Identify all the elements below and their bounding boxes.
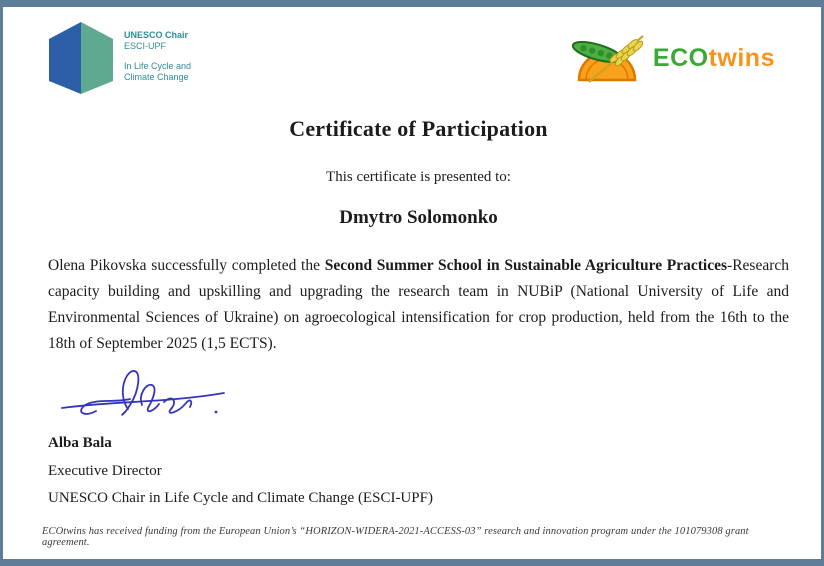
certificate-body: [48, 253, 789, 357]
ecotwins-word-eco: ECO: [652, 43, 709, 72]
ecotwins-wordmark: [652, 43, 775, 72]
ecotwins-logo: [571, 30, 775, 86]
certificate-content: [3, 22, 821, 507]
certificate-title: Certificate of Participation: [289, 116, 548, 141]
body-text-suffix: -Research capacity building and upskilling and upgrading the research team in NUBiP (National University of Life and Environmental Sciences of Ukraine) on agroecological intensification for crop production, held from the 16th to the 18th of September 2025 (1,5 ECTS).: [48, 257, 789, 352]
unesco-logo-line3: In Life Cycle and: [124, 61, 192, 71]
unesco-logo-line4: Climate Change: [124, 72, 189, 82]
body-text-prefix: Olena Pikovska successfully completed the: [48, 257, 325, 274]
ecotwins-word-twins: twins: [708, 43, 775, 72]
signatory-title: Executive Director: [48, 463, 162, 479]
unesco-logo-line2: ESCI-UPF: [124, 41, 167, 51]
unesco-logo-line1: UNESCO Chair: [124, 30, 189, 40]
unesco-chair-mark-icon: [48, 22, 114, 94]
header: [48, 22, 789, 94]
handwritten-signature: [56, 365, 266, 427]
presented-line: This certificate is presented to:: [326, 169, 511, 185]
funding-disclaimer: ECOtwins has received funding from the European Union’s “HORIZON-WIDERA-2021-ACCESS-03” research and innovation program under the 101079308 grant agreement.: [42, 526, 749, 548]
body-text-bold-course: Second Summer School in Sustainable Agriculture Practices: [324, 257, 728, 274]
ecotwins-sun-wheat-icon: [571, 30, 649, 86]
unesco-logo-text: [124, 22, 191, 83]
unesco-logo-spacer: [124, 52, 191, 61]
unesco-chair-logo: [48, 22, 191, 94]
signatory-name: Alba Bala: [48, 435, 112, 451]
recipient-name: Dmytro Solomonko: [339, 207, 498, 228]
signatory-organization: UNESCO Chair in Life Cycle and Climate Change (ESCI-UPF): [48, 490, 433, 506]
